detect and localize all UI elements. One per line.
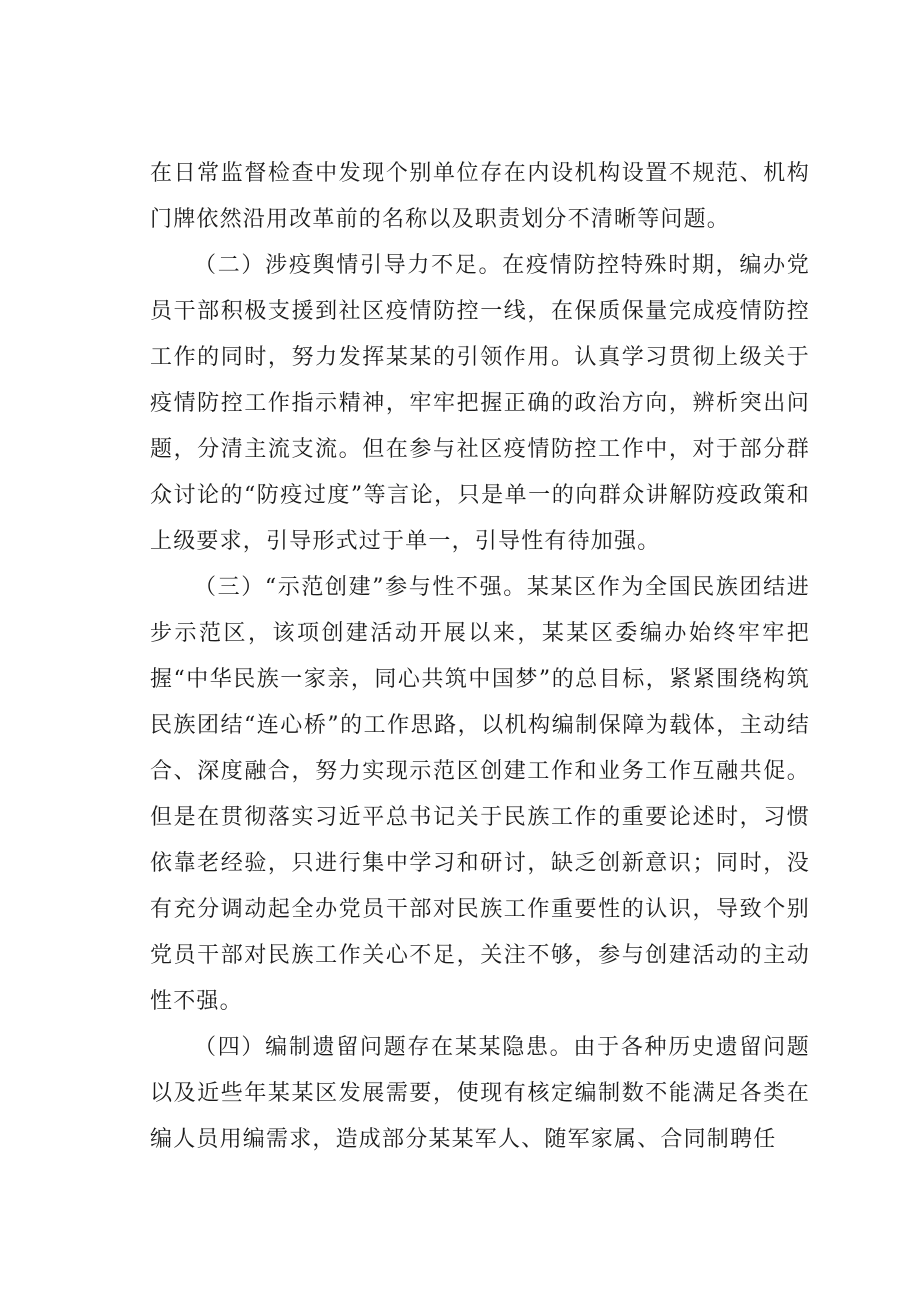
paragraph-section-4: （四）编制遗留问题存在某某隐患。由于各种历史遗留问题以及近些年某某区发展需要，使现有核定编制数不能满足各类在编人员用编需求，造成部分某某军人、随军家属、合同制聘任 (150, 1035, 810, 1152)
paragraph-continuation: 在日常监督检查中发现个别单位存在内设机构设置不规范、机构门牌依然沿用改革前的名称以及职责划分不清晰等问题。 (150, 161, 810, 232)
paragraph-section-2: （二）涉疫舆情引导力不足。在疫情防控特殊时期，编办党员干部积极支援到社区疫情防控一线，在保质保量完成疫情防控工作的同时，努力发挥某某的引领作用。认真学习贯彻上级关于疫情防控工作指示精神，牢牢把握正确的政治方向，辨析突出问题，分清主流支流。但在参与社区疫情防控工作中，对于部分群众讨论的“防疫过度”等言论，只是单一的向群众讲解防疫政策和上级要求，引导形式过于单一，引导性有待加强。 (150, 253, 810, 554)
paragraph-section-3: （三）“示范创建”参与性不强。某某区作为全国民族团结进步示范区，该项创建活动开展以来，某某区委编办始终牢牢把握“中华民族一家亲，同心共筑中国梦”的总目标，紧紧围绕构筑民族团结“连心桥”的工作思路，以机构编制保障为载体，主动结合、深度融合，努力实现示范区创建工作和业务工作互融共促。但是在贯彻落实习近平总书记关于民族工作的重要论述时，习惯依靠老经验，只进行集中学习和研讨，缺乏创新意识；同时，没有充分调动起全办党员干部对民族工作重要性的认识，导致个别党员干部对民族工作关心不足，关注不够，参与创建活动的主动性不强。 (150, 575, 810, 1014)
document-body (150, 151, 810, 1163)
